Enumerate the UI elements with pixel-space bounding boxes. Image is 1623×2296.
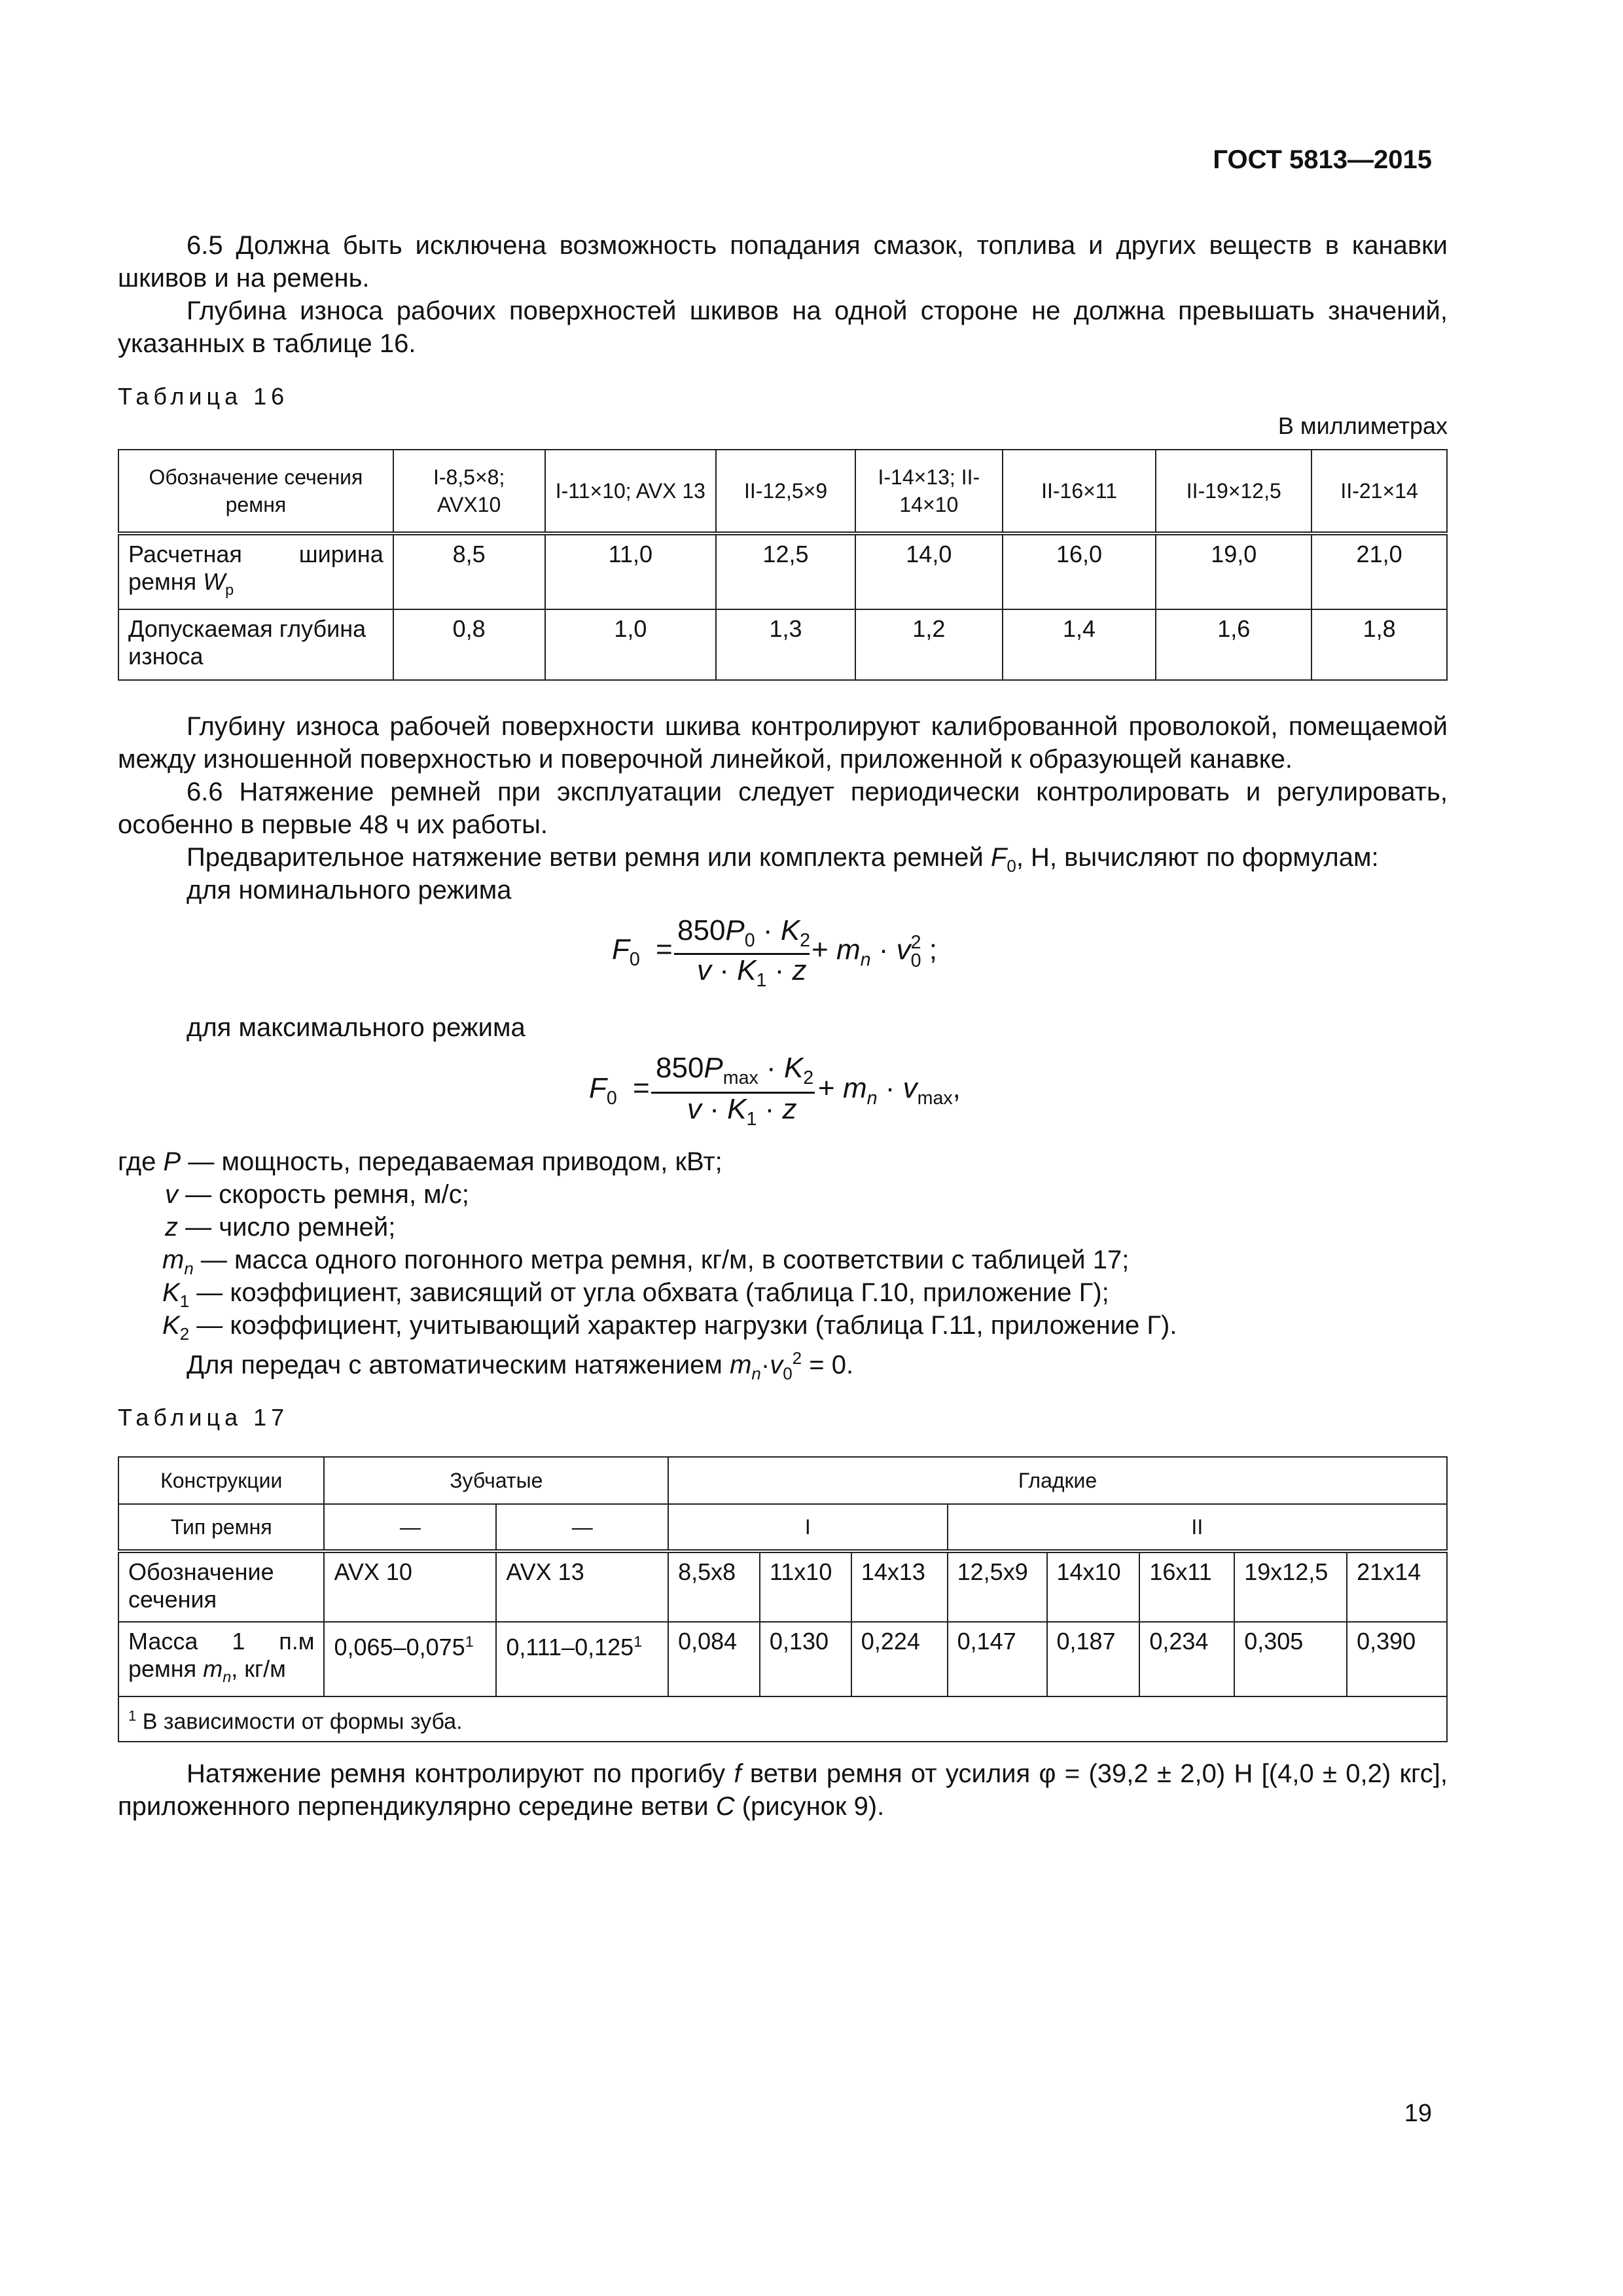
table16-col-head: I-14×13; II-14×10 [855,450,1003,533]
t17-cell: 0,305 [1234,1622,1347,1696]
t17-mass-e: , кг/м [231,1655,286,1682]
table16-col-head: I-11×10; AVX 13 [545,450,717,533]
f10-m-sub: n [866,1087,878,1109]
deflection-C: C [715,1792,735,1821]
f10-den-v: v [687,1093,702,1125]
row1-label-sub: р [225,581,234,599]
doc-header: ГОСТ 5813—2015 [1213,145,1432,174]
f9-den-dot1: · [719,954,729,986]
t17-cell: 8,5x8 [668,1551,760,1622]
where-k2-sub: 2 [179,1324,190,1344]
max-mode-label: для максимального режима [187,1013,526,1042]
where-word: где [118,1147,156,1176]
t17-cell: AVX 13 [496,1551,668,1622]
table16-cell: 1,0 [545,609,717,680]
t17-dash: — [496,1504,668,1551]
para-6-5: 6.5 Должна быть исключена возможность попадания смазок, топлива и других веществ в канавки шкивов и на ремень. [118,231,1448,293]
f10-den-dot1: · [709,1093,719,1125]
table16-cell: 1,8 [1311,609,1447,680]
table16-cell: 1,4 [1003,609,1156,680]
pretension-sub: 0 [1007,856,1016,876]
table16-cell: 1,2 [855,609,1003,680]
table16-units: В миллиметрах [1277,412,1448,439]
f10-plus: + [818,1072,835,1104]
f9-dot: · [878,933,889,966]
para-wear-control: Глубину износа рабочей поверхности шкива контролируют калиброванной проволокой, помещаемой между изношенной поверхностью и поверочной линейкой, приложенной к образующей канавке. [118,712,1448,774]
where-z [165,1211,395,1244]
t17-type-I: I [668,1504,948,1551]
where-m-sym: m [162,1246,185,1274]
where-p-desc: — мощность, передаваемая приводом, кВт; [188,1147,722,1176]
t17-construct-label: Конструкции [118,1457,324,1504]
table16-col-head: I-8,5×8; AVX10 [393,450,545,533]
where-k1-sym: K [162,1278,180,1307]
where-z-sym: z [165,1213,178,1242]
f10-num-k: K [783,1052,804,1084]
t17-cell: 0,084 [668,1622,760,1696]
f9-num-k-sub: 2 [800,929,811,951]
where-m-desc: — масса одного погонного метра ремня, кг/м, в соответствии с таблицей 17; [200,1246,1130,1274]
deflection-phi: φ [1039,1759,1056,1788]
f9-v: v [896,933,911,966]
where-m-sub: n [184,1259,194,1278]
t17-toothed: Зубчатые [324,1457,668,1504]
table16-cell: 1,3 [716,609,855,680]
f10-den-k-sub: 1 [746,1108,757,1130]
table16-cell: 21,0 [1311,533,1447,609]
table16-cell: 16,0 [1003,533,1156,609]
table16-cell: 11,0 [545,533,717,609]
t17-cell: AVX 10 [324,1551,496,1622]
t17-mass-v1: 0,065–0,075 [334,1634,465,1660]
f9-num-dot: · [762,914,773,946]
t17-footnote-sup: 1 [128,1708,137,1725]
table16-col-head: II-16×11 [1003,450,1156,533]
t17-type-II: II [948,1504,1447,1551]
where-p-sym: P [163,1147,181,1176]
para-6-6: 6.6 Натяжение ремней при эксплуатации следует периодически контролировать и регулировать, особенно в первые 48 ч их работы. [118,778,1448,839]
f9-tail: ; [929,933,937,966]
t17-cell: 0,390 [1347,1622,1447,1696]
f9-lhs: F [612,933,630,965]
table16-cell: 14,0 [855,533,1003,609]
f10-lhs: F [589,1072,607,1104]
t17-footnote [118,1696,1447,1741]
f9-plus: + [812,933,829,966]
table16-cell: 8,5 [393,533,545,609]
f9-den-dot2: · [774,954,785,986]
t17-sup: 1 [465,1633,474,1650]
t17-mass-a: Масса [128,1628,198,1655]
where-v-sym: v [165,1180,178,1209]
t17-cell: 21x14 [1347,1551,1447,1622]
where-v [165,1178,469,1211]
table16-col-head: II-21×14 [1311,450,1447,533]
f9-v-sub: 0 [910,950,921,971]
row1-label-a: Расчетная [128,541,242,567]
table16-row-label-width [118,533,393,609]
t17-mass-sub: n [223,1668,232,1686]
t17-cell [324,1622,496,1696]
t17-cell: 14x10 [1047,1551,1140,1622]
where-p [118,1145,722,1178]
table16-row-label-wear: Допускаемая глубина износа [118,609,393,680]
t17-type-label: Тип ремня [118,1504,324,1551]
f10-lhs-sub: 0 [606,1087,617,1109]
t17-cell: 16x11 [1139,1551,1234,1622]
auto-tension-note [187,1342,853,1390]
where-k2-sym: K [162,1311,180,1340]
auto-tension-sup: 2 [792,1348,802,1368]
where-k2-desc: — коэффициент, учитывающий характер нагрузки (таблица Г.11, приложение Г). [196,1311,1177,1340]
f9-num-a: 850 [677,914,726,946]
row1-label-c: ремня [128,568,197,595]
t17-cell: 19x12,5 [1234,1551,1347,1622]
table16 [118,449,1448,681]
f9-num-p-sub: 0 [744,929,755,951]
where-v-desc: — скорость ремня, м/с; [185,1180,469,1209]
f10-v: v [902,1072,918,1104]
f10-den-z: z [782,1093,797,1125]
f10-num-p: P [704,1052,723,1084]
deflection-b: ветви ремня от усилия [749,1759,1031,1788]
f9-lhs-sub: 0 [629,948,640,970]
deflection-a: Натяжение ремня контролируют по прогибу [187,1759,726,1788]
f10-eq: = [633,1072,650,1104]
t17-mass-d: ремня [128,1655,197,1682]
table16-cell: 1,6 [1156,609,1311,680]
deflection-c: = (39,2 ± 2,0) Н [(4,0 ± 0,2) кгс], приложенного перпендикулярно середине ветви [118,1759,1448,1821]
auto-tension-m-sub: n [751,1363,761,1384]
t17-cell: 12,5x9 [948,1551,1047,1622]
page-number: 19 [1404,2100,1432,2127]
table16-caption: Таблица 16 [118,383,289,410]
auto-tension-dot: · [760,1350,770,1380]
auto-tension-v: v [770,1350,783,1380]
f9-num-k: K [780,914,800,946]
table16-cell: 12,5 [716,533,855,609]
deflection-f: f [734,1759,741,1788]
pretension-text-b: , Н, вычисляют по формулам: [1016,843,1379,872]
t17-section-label: Обозначение сечения [118,1551,324,1622]
table16-col-head: II-12,5×9 [716,450,855,533]
auto-tension-text: Для передач с автоматическим натяжением [187,1350,722,1380]
f9-m: m [836,933,861,966]
t17-mass-label [118,1622,324,1696]
table16-col-head: II-19×12,5 [1156,450,1311,533]
deflection-d: (рисунок 9). [741,1792,885,1821]
auto-tension-v-sub: 0 [783,1363,793,1384]
auto-tension-eq: = 0. [809,1350,854,1380]
t17-cell: 14x13 [851,1551,948,1622]
t17-mass-b: 1 [232,1628,245,1655]
t17-cell: 11x10 [760,1551,851,1622]
t17-sup: 1 [633,1633,643,1650]
t17-cell: 0,224 [851,1622,948,1696]
f9-den-k-sub: 1 [756,969,767,991]
table17-caption: Таблица 17 [118,1404,289,1431]
f10-num-p-sub: max [722,1067,758,1088]
pretension-sym: F [990,843,1007,872]
t17-footnote-text: В зависимости от формы зуба. [142,1709,463,1734]
f9-eq: = [656,933,673,965]
f9-num-p: P [725,914,745,946]
f10-dot: · [885,1072,895,1104]
t17-cell [496,1622,668,1696]
f9-v-sup: 2 [910,932,921,953]
f10-num-a: 850 [656,1052,704,1084]
table16-cell: 19,0 [1156,533,1311,609]
t17-mass-v2: 0,111–0,125 [506,1634,634,1660]
t17-cell: 0,234 [1139,1622,1234,1696]
row1-label-sym: W [203,568,226,595]
f10-den-k: K [727,1093,747,1125]
para-wear-depth: Глубина износа рабочих поверхностей шкивов на одной стороне не должна превышать значений, указанных в таблице 16. [118,296,1448,358]
f10-tail: , [952,1072,961,1104]
f10-den-dot2: · [764,1093,775,1125]
where-k1-sub: 1 [179,1291,190,1311]
f9-den-v: v [697,954,711,986]
auto-tension-m: m [730,1350,752,1380]
t17-mass-sym: m [203,1655,223,1682]
f9-den-k: K [737,954,757,986]
f9-m-sub: n [860,949,871,971]
t17-mass-c: п.м [279,1628,315,1655]
t17-cell: 0,147 [948,1622,1047,1696]
row1-label-b: ширина [298,541,383,567]
t17-smooth: Гладкие [668,1457,1447,1504]
table16-cell: 0,8 [393,609,545,680]
table17 [118,1456,1448,1742]
f10-v-sub: max [917,1087,953,1109]
f10-num-dot: · [766,1052,776,1084]
f9-den-z: z [792,954,807,986]
f10-m: m [842,1072,867,1104]
nominal-mode-label: для номинального режима [187,876,512,905]
where-k1-desc: — коэффициент, зависящий от угла обхвата (таблица Г.10, приложение Г); [196,1278,1109,1307]
t17-cell: 0,187 [1047,1622,1140,1696]
para-deflection [118,1757,1448,1823]
t17-cell: 0,130 [760,1622,851,1696]
where-z-desc: — число ремней; [185,1213,396,1242]
table16-header-label: Обозначение сечения ремня [118,450,393,533]
t17-dash: — [324,1504,496,1551]
f10-num-k-sub: 2 [803,1067,814,1088]
pretension-text-a: Предварительное натяжение ветви ремня или комплекта ремней [187,843,984,872]
